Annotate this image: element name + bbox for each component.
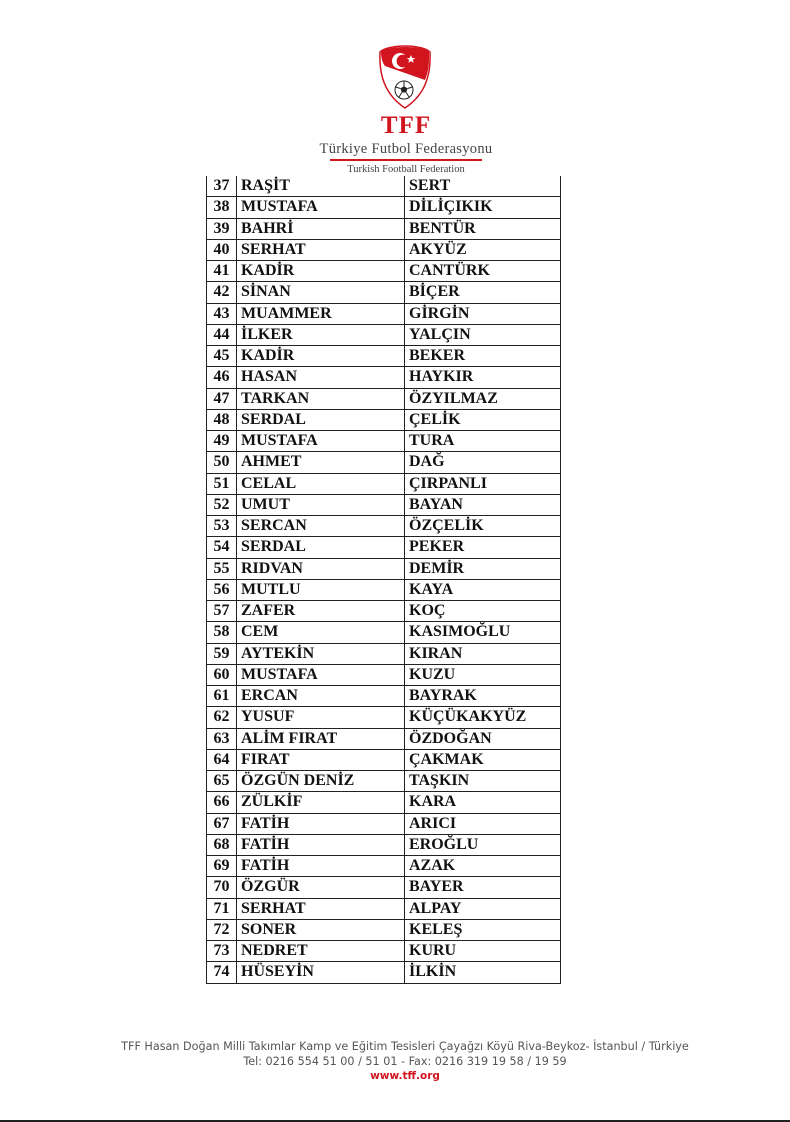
row-number: 53 (207, 516, 237, 537)
first-name-cell: TARKAN (237, 388, 405, 409)
row-number: 39 (207, 218, 237, 239)
table-row (207, 749, 561, 770)
table-row (207, 601, 561, 622)
last-name-cell: CANTÜRK (405, 261, 561, 282)
table-row (207, 261, 561, 282)
player-roster-table (206, 176, 561, 984)
table-row (207, 346, 561, 367)
table-row (207, 792, 561, 813)
row-number: 62 (207, 707, 237, 728)
first-name-cell: RAŞİT (237, 176, 405, 197)
row-number: 70 (207, 877, 237, 898)
last-name-cell: GİRGİN (405, 303, 561, 324)
row-number: 65 (207, 771, 237, 792)
last-name-cell: DEMİR (405, 558, 561, 579)
first-name-cell: NEDRET (237, 941, 405, 962)
first-name-cell: HASAN (237, 367, 405, 388)
row-number: 38 (207, 197, 237, 218)
first-name-cell: UMUT (237, 494, 405, 515)
last-name-cell: TAŞKIN (405, 771, 561, 792)
last-name-cell: ÇAKMAK (405, 749, 561, 770)
row-number: 48 (207, 409, 237, 430)
row-number: 56 (207, 579, 237, 600)
first-name-cell: HÜSEYİN (237, 962, 405, 983)
first-name-cell: SERHAT (237, 898, 405, 919)
first-name-cell: MUSTAFA (237, 664, 405, 685)
first-name-cell: KADİR (237, 261, 405, 282)
row-number: 61 (207, 686, 237, 707)
last-name-cell: KOÇ (405, 601, 561, 622)
row-number: 69 (207, 856, 237, 877)
first-name-cell: İLKER (237, 324, 405, 345)
first-name-cell: SONER (237, 919, 405, 940)
row-number: 55 (207, 558, 237, 579)
table-row (207, 728, 561, 749)
row-number: 44 (207, 324, 237, 345)
footer-address: TFF Hasan Doğan Milli Takımlar Kamp ve Eğitim Tesisleri Çayağzı Köyü Riva-Beykoz- İstanbul / Türkiye (121, 1040, 689, 1053)
last-name-cell: EROĞLU (405, 834, 561, 855)
row-number: 52 (207, 494, 237, 515)
last-name-cell: KIRAN (405, 643, 561, 664)
last-name-cell: TURA (405, 431, 561, 452)
table-row (207, 664, 561, 685)
first-name-cell: ZÜLKİF (237, 792, 405, 813)
row-number: 37 (207, 176, 237, 197)
table-row (207, 239, 561, 260)
table-row (207, 324, 561, 345)
table-row (207, 919, 561, 940)
footer-phone-fax: Tel: 0216 554 51 00 / 51 01 - Fax: 0216 319 19 58 / 19 59 (243, 1055, 567, 1068)
row-number: 64 (207, 749, 237, 770)
last-name-cell: ALPAY (405, 898, 561, 919)
first-name-cell: SERCAN (237, 516, 405, 537)
row-number: 42 (207, 282, 237, 303)
table-row (207, 622, 561, 643)
last-name-cell: AZAK (405, 856, 561, 877)
table-row (207, 771, 561, 792)
last-name-cell: KELEŞ (405, 919, 561, 940)
table-row (207, 176, 561, 197)
last-name-cell: KUZU (405, 664, 561, 685)
first-name-cell: MUAMMER (237, 303, 405, 324)
table-row (207, 218, 561, 239)
last-name-cell: YALÇIN (405, 324, 561, 345)
last-name-cell: KAYA (405, 579, 561, 600)
last-name-cell: KÜÇÜKAKYÜZ (405, 707, 561, 728)
first-name-cell: ERCAN (237, 686, 405, 707)
first-name-cell: ÖZGÜN DENİZ (237, 771, 405, 792)
last-name-cell: KURU (405, 941, 561, 962)
last-name-cell: BAYRAK (405, 686, 561, 707)
table-row (207, 282, 561, 303)
table-row (207, 962, 561, 983)
last-name-cell: BİÇER (405, 282, 561, 303)
last-name-cell: AKYÜZ (405, 239, 561, 260)
last-name-cell: İLKİN (405, 962, 561, 983)
row-number: 72 (207, 919, 237, 940)
table-row (207, 707, 561, 728)
last-name-cell: BAYER (405, 877, 561, 898)
table-row (207, 834, 561, 855)
table-row (207, 686, 561, 707)
row-number: 74 (207, 962, 237, 983)
first-name-cell: FATİH (237, 834, 405, 855)
row-number: 43 (207, 303, 237, 324)
table-row (207, 643, 561, 664)
table-row (207, 856, 561, 877)
first-name-cell: AHMET (237, 452, 405, 473)
table-row (207, 473, 561, 494)
table-row (207, 367, 561, 388)
row-number: 58 (207, 622, 237, 643)
row-number: 68 (207, 834, 237, 855)
last-name-cell: ÇIRPANLI (405, 473, 561, 494)
first-name-cell: MUSTAFA (237, 197, 405, 218)
table-row (207, 388, 561, 409)
last-name-cell: BEKER (405, 346, 561, 367)
last-name-cell: ARICI (405, 813, 561, 834)
first-name-cell: CEM (237, 622, 405, 643)
first-name-cell: BAHRİ (237, 218, 405, 239)
first-name-cell: ALİM FIRAT (237, 728, 405, 749)
first-name-cell: FIRAT (237, 749, 405, 770)
last-name-cell: ÖZDOĞAN (405, 728, 561, 749)
first-name-cell: RIDVAN (237, 558, 405, 579)
federation-name-tr: Türkiye Futbol Federasyonu (319, 141, 493, 157)
first-name-cell: SERDAL (237, 409, 405, 430)
table-row (207, 558, 561, 579)
header-divider (330, 159, 482, 161)
table-row (207, 877, 561, 898)
row-number: 71 (207, 898, 237, 919)
row-number: 51 (207, 473, 237, 494)
last-name-cell: KASIMOĞLU (405, 622, 561, 643)
last-name-cell: KARA (405, 792, 561, 813)
first-name-cell: ÖZGÜR (237, 877, 405, 898)
first-name-cell: MUTLU (237, 579, 405, 600)
roster-body (207, 176, 561, 983)
table-row (207, 516, 561, 537)
table-row (207, 303, 561, 324)
table-row (207, 579, 561, 600)
table-row (207, 813, 561, 834)
row-number: 67 (207, 813, 237, 834)
tff-crest-icon (378, 44, 432, 110)
last-name-cell: HAYKIR (405, 367, 561, 388)
table-row (207, 452, 561, 473)
row-number: 45 (207, 346, 237, 367)
first-name-cell: SERDAL (237, 537, 405, 558)
last-name-cell: ÇELİK (405, 409, 561, 430)
last-name-cell: DİLİÇIKIK (405, 197, 561, 218)
last-name-cell: BENTÜR (405, 218, 561, 239)
first-name-cell: YUSUF (237, 707, 405, 728)
table-row (207, 197, 561, 218)
last-name-cell: SERT (405, 176, 561, 197)
row-number: 73 (207, 941, 237, 962)
federation-name-en: Turkish Football Federation (347, 164, 465, 175)
row-number: 47 (207, 388, 237, 409)
row-number: 60 (207, 664, 237, 685)
row-number: 41 (207, 261, 237, 282)
table-row (207, 409, 561, 430)
table-row (207, 494, 561, 515)
row-number: 63 (207, 728, 237, 749)
row-number: 46 (207, 367, 237, 388)
first-name-cell: FATİH (237, 856, 405, 877)
first-name-cell: MUSTAFA (237, 431, 405, 452)
row-number: 40 (207, 239, 237, 260)
table-row (207, 537, 561, 558)
first-name-cell: CELAL (237, 473, 405, 494)
row-number: 66 (207, 792, 237, 813)
first-name-cell: FATİH (237, 813, 405, 834)
row-number: 57 (207, 601, 237, 622)
last-name-cell: PEKER (405, 537, 561, 558)
tff-acronym: TFF (380, 112, 432, 139)
table-row (207, 941, 561, 962)
first-name-cell: AYTEKİN (237, 643, 405, 664)
first-name-cell: ZAFER (237, 601, 405, 622)
svg-text:1923: 1923 (412, 68, 426, 79)
first-name-cell: SERHAT (237, 239, 405, 260)
first-name-cell: KADİR (237, 346, 405, 367)
table-row (207, 898, 561, 919)
last-name-cell: ÖZÇELİK (405, 516, 561, 537)
last-name-cell: ÖZYILMAZ (405, 388, 561, 409)
row-number: 50 (207, 452, 237, 473)
last-name-cell: BAYAN (405, 494, 561, 515)
table-row (207, 431, 561, 452)
row-number: 49 (207, 431, 237, 452)
row-number: 59 (207, 643, 237, 664)
footer-website-link[interactable]: www.tff.org (370, 1070, 440, 1082)
row-number: 54 (207, 537, 237, 558)
first-name-cell: SİNAN (237, 282, 405, 303)
last-name-cell: DAĞ (405, 452, 561, 473)
